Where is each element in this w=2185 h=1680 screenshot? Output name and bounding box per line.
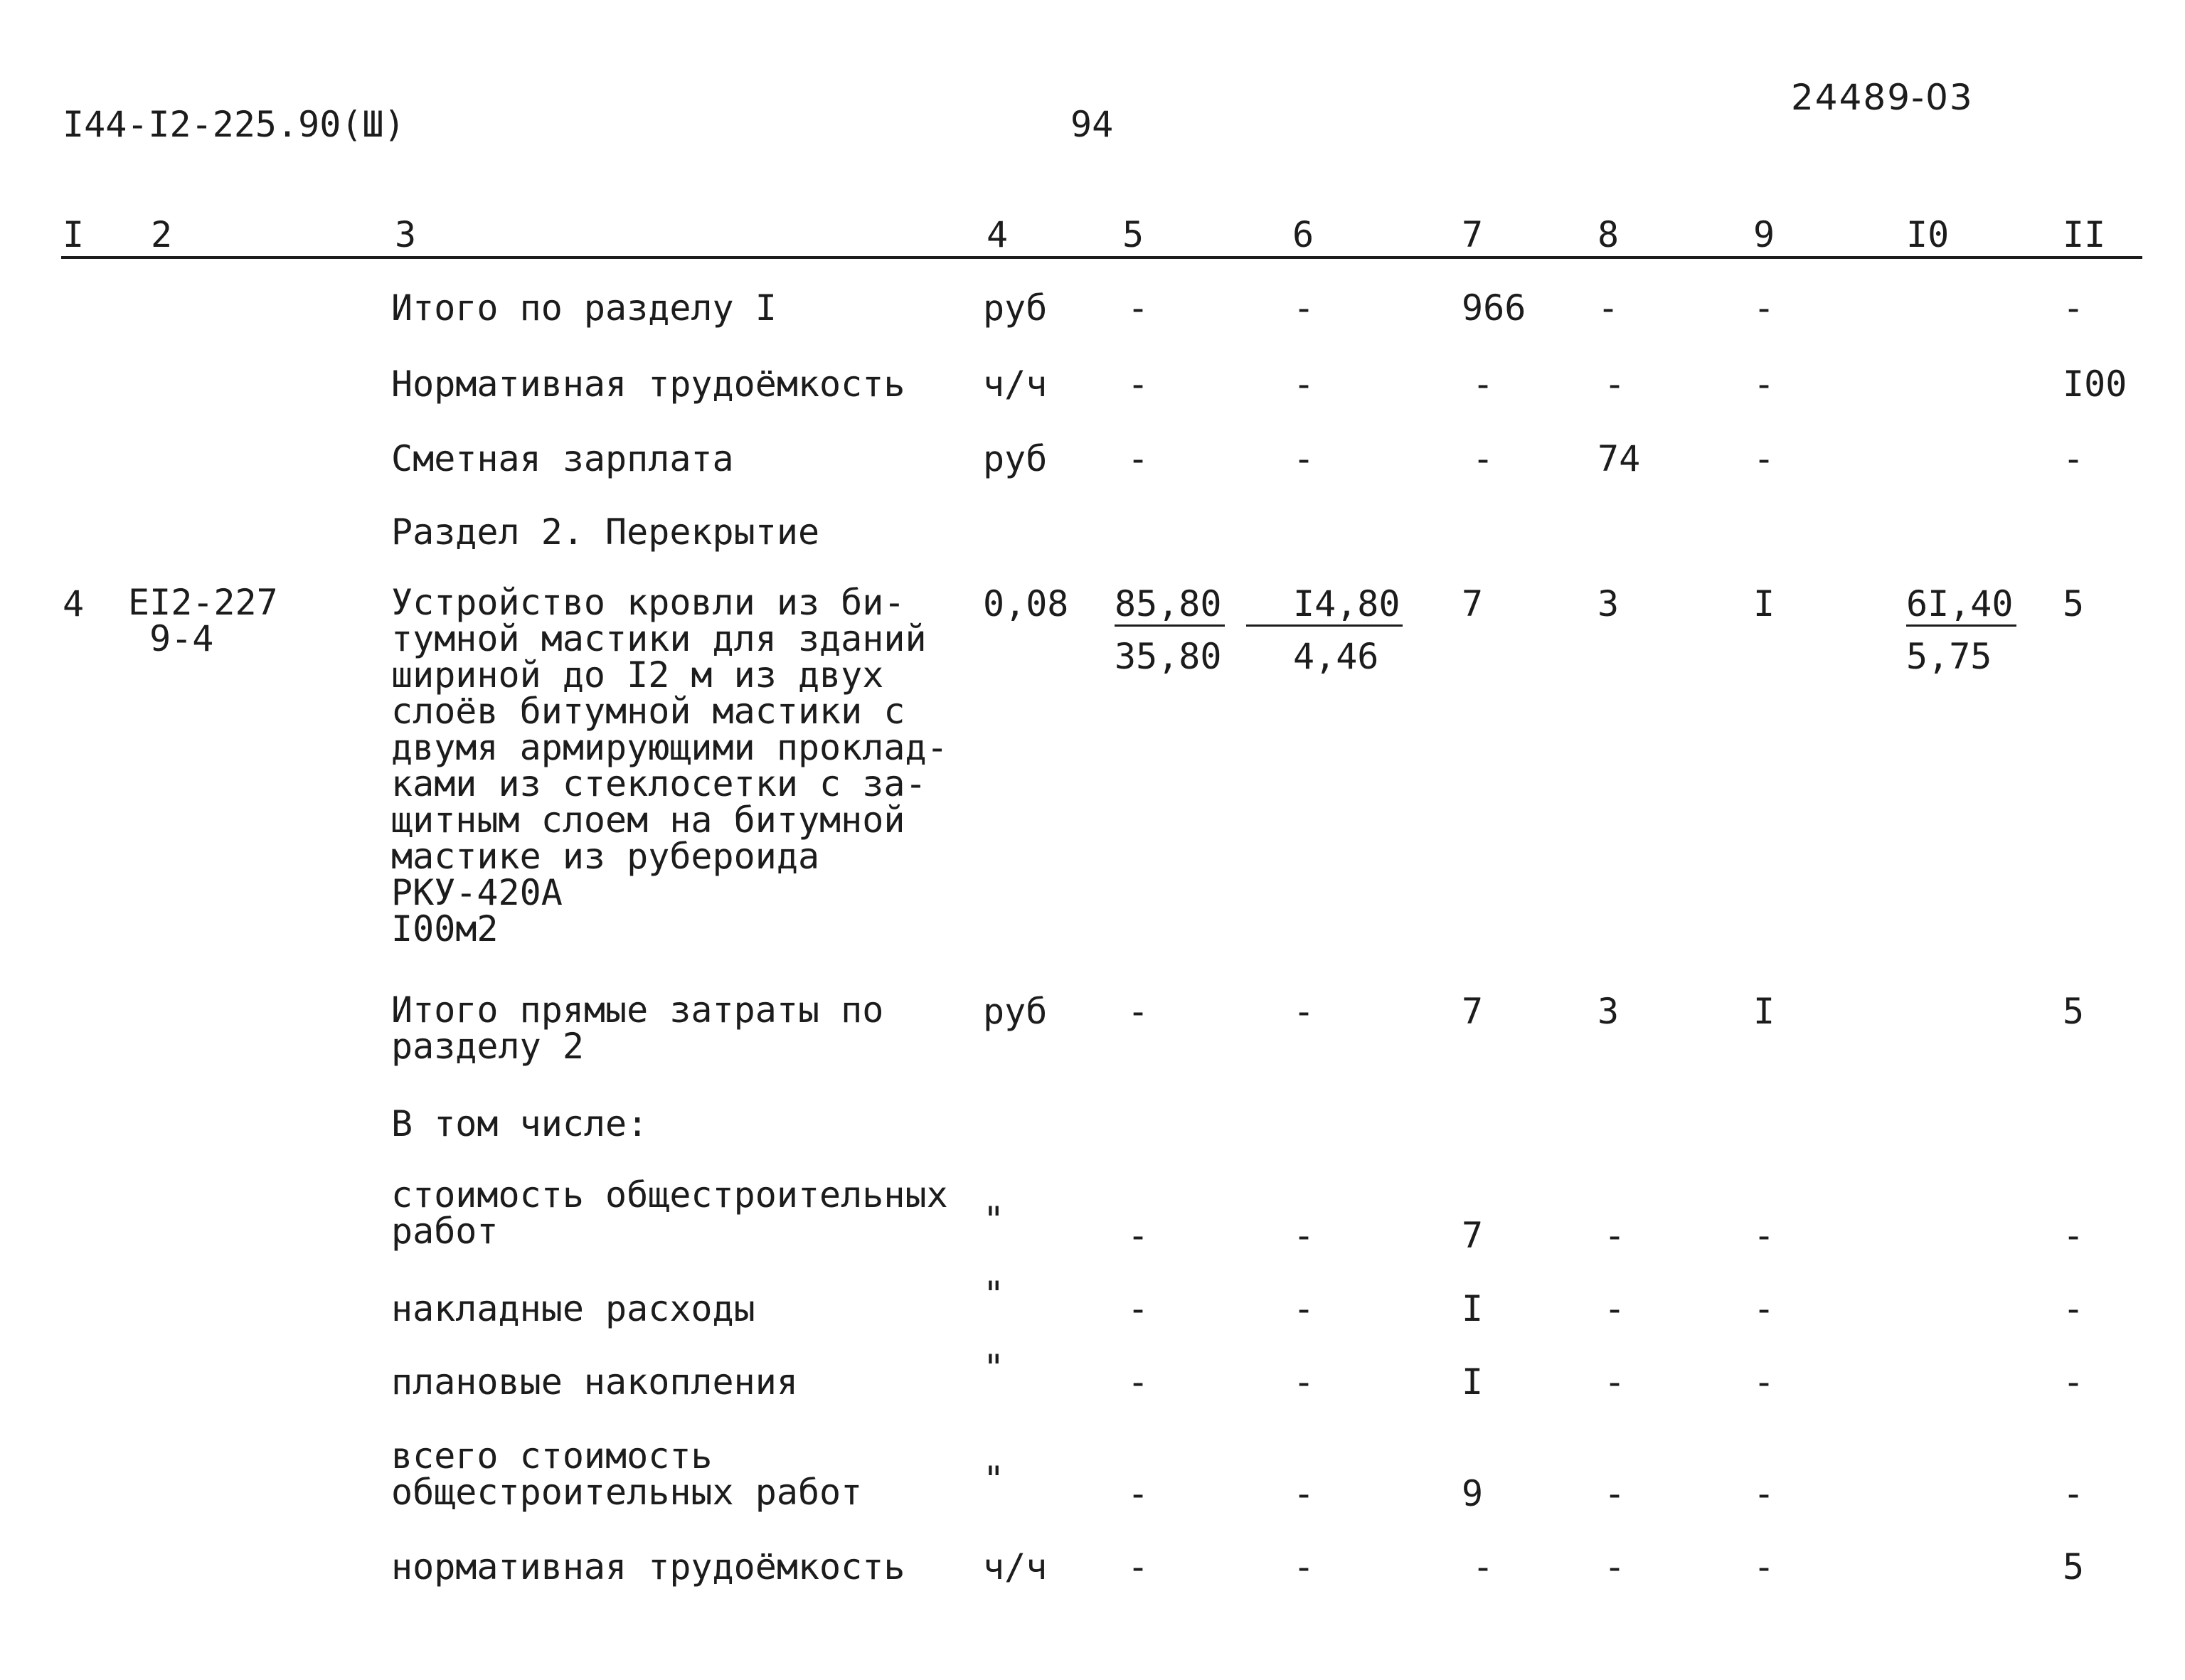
row10-col5: - xyxy=(1127,1473,1149,1514)
item4-quantity: 0,08 xyxy=(983,583,1069,624)
item4-number: 4 xyxy=(63,583,85,624)
row11-unit: ч/ч xyxy=(983,1546,1048,1588)
column-header-3: 3 xyxy=(395,214,417,255)
row2-col6: - xyxy=(1293,363,1315,405)
item4-col6-top: I4,80 xyxy=(1293,583,1400,624)
item4-col6-fraction-line xyxy=(1246,624,1403,627)
row10-col11: - xyxy=(2063,1473,2085,1514)
row2-col7: - xyxy=(1472,363,1494,405)
item4-code: EI2-227 9-4 xyxy=(128,582,278,659)
row3-col9: - xyxy=(1753,438,1775,479)
row10-name: всего стоимость общестроительных работ xyxy=(391,1435,863,1513)
row5-col6: - xyxy=(1293,991,1315,1032)
item4-col9: I xyxy=(1753,583,1775,624)
item4-col7: 7 xyxy=(1462,583,1484,624)
row2-col8: - xyxy=(1604,363,1626,405)
row3-col6: - xyxy=(1293,438,1315,479)
row8-col8: - xyxy=(1604,1288,1626,1329)
row5-col11: 5 xyxy=(2063,991,2085,1032)
item4-col6-bottom: 4,46 xyxy=(1293,636,1379,677)
column-header-10: I0 xyxy=(1906,214,1950,255)
row8-col7: I xyxy=(1462,1288,1484,1329)
row1-col11: - xyxy=(2063,287,2085,329)
row10-col6: - xyxy=(1293,1473,1315,1514)
row1-col7: 966 xyxy=(1462,287,1526,329)
item4-col10-bottom: 5,75 xyxy=(1906,636,1992,677)
row11-col7: - xyxy=(1472,1546,1494,1588)
row3-col8: 74 xyxy=(1597,438,1641,479)
row1-col5: - xyxy=(1127,287,1149,329)
row7-col5: - xyxy=(1127,1215,1149,1256)
row6-name: В том числе: xyxy=(391,1103,649,1144)
row2-unit: ч/ч xyxy=(983,363,1048,405)
row3-col5: - xyxy=(1127,438,1149,479)
row9-col5: - xyxy=(1127,1361,1149,1403)
row10-col8: - xyxy=(1604,1473,1626,1514)
column-header-4: 4 xyxy=(987,214,1009,255)
row2-name: Нормативная трудоёмкость xyxy=(391,363,905,405)
row7-col8: - xyxy=(1604,1215,1626,1256)
item4-col5-fraction-line xyxy=(1115,624,1225,627)
row8-name: накладные расходы xyxy=(391,1288,755,1329)
page-number: 94 xyxy=(1070,104,1114,145)
item4-col5-top: 85,80 xyxy=(1115,583,1222,624)
row7-col11: - xyxy=(2063,1215,2085,1256)
item4-col11: 5 xyxy=(2063,583,2085,624)
row3-col11: - xyxy=(2063,438,2085,479)
item4-description: Устройство кровли из би- тумной мастики для зданий шириной до I2 м из двух слоёв битумной мастики с двумя армирующими проклад- ками из стеклосетки с за- щитным слоем на битумной мастике из рубероида РКУ-420А I00м2 xyxy=(391,582,948,950)
row2-col9: - xyxy=(1753,363,1775,405)
row9-name: плановые накопления xyxy=(391,1361,798,1403)
row8-col11: - xyxy=(2063,1288,2085,1329)
row11-col8: - xyxy=(1604,1546,1626,1588)
row2-col5: - xyxy=(1127,363,1149,405)
document-code: I44-I2-225.90(Ш) xyxy=(63,104,405,145)
row8-col5: - xyxy=(1127,1288,1149,1329)
row9-col9: - xyxy=(1753,1361,1775,1403)
row10-unit: " xyxy=(983,1459,1005,1500)
row5-name: Итого прямые затраты по разделу 2 xyxy=(391,989,884,1067)
row11-col5: - xyxy=(1127,1546,1149,1588)
column-header-2: 2 xyxy=(151,214,173,255)
row3-unit: руб xyxy=(983,438,1048,479)
row11-col9: - xyxy=(1753,1546,1775,1588)
row7-col9: - xyxy=(1753,1215,1775,1256)
row7-col6: - xyxy=(1293,1215,1315,1256)
row9-col6: - xyxy=(1293,1361,1315,1403)
column-header-5: 5 xyxy=(1122,214,1144,255)
row1-unit: руб xyxy=(983,287,1048,329)
section-heading: Раздел 2. Перекрытие xyxy=(391,511,820,553)
row11-col11: 5 xyxy=(2063,1546,2085,1588)
row1-col8: - xyxy=(1597,287,1620,329)
row8-col9: - xyxy=(1753,1288,1775,1329)
row9-col8: - xyxy=(1604,1361,1626,1403)
row7-name: стоимость общестроительных работ xyxy=(391,1174,948,1252)
item4-col5-bottom: 35,80 xyxy=(1115,636,1222,677)
row3-col7: - xyxy=(1472,438,1494,479)
item4-col8: 3 xyxy=(1597,583,1620,624)
item4-col10-top: 6I,40 xyxy=(1906,583,2014,624)
row5-col8: 3 xyxy=(1597,991,1620,1032)
row9-col7: I xyxy=(1462,1361,1484,1403)
row5-col5: - xyxy=(1127,991,1149,1032)
column-header-8: 8 xyxy=(1597,214,1620,255)
row8-col6: - xyxy=(1293,1288,1315,1329)
column-header-7: 7 xyxy=(1462,214,1484,255)
row5-col7: 7 xyxy=(1462,991,1484,1032)
row8-unit: " xyxy=(983,1274,1005,1315)
row7-unit: " xyxy=(983,1199,1005,1240)
row3-name: Сметная зарплата xyxy=(391,438,734,479)
row1-name: Итого по разделу I xyxy=(391,287,777,329)
column-header-11: II xyxy=(2063,214,2106,255)
handwritten-number: 24489-03 xyxy=(1791,77,1974,118)
row2-col11: I00 xyxy=(2063,363,2127,405)
row11-col6: - xyxy=(1293,1546,1315,1588)
row10-col7: 9 xyxy=(1462,1473,1484,1514)
header-underline xyxy=(61,256,2142,259)
row11-name: нормативная трудоёмкость xyxy=(391,1546,905,1588)
row9-col11: - xyxy=(2063,1361,2085,1403)
row5-unit: руб xyxy=(983,991,1048,1032)
row1-col9: - xyxy=(1753,287,1775,329)
item4-col10-fraction-line xyxy=(1906,624,2016,627)
column-header-6: 6 xyxy=(1292,214,1314,255)
row5-col9: I xyxy=(1753,991,1775,1032)
column-header-1: I xyxy=(63,214,85,255)
row10-col9: - xyxy=(1753,1473,1775,1514)
column-header-9: 9 xyxy=(1753,214,1775,255)
row9-unit: " xyxy=(983,1347,1005,1388)
row7-col7: 7 xyxy=(1462,1215,1484,1256)
row1-col6: - xyxy=(1293,287,1315,329)
